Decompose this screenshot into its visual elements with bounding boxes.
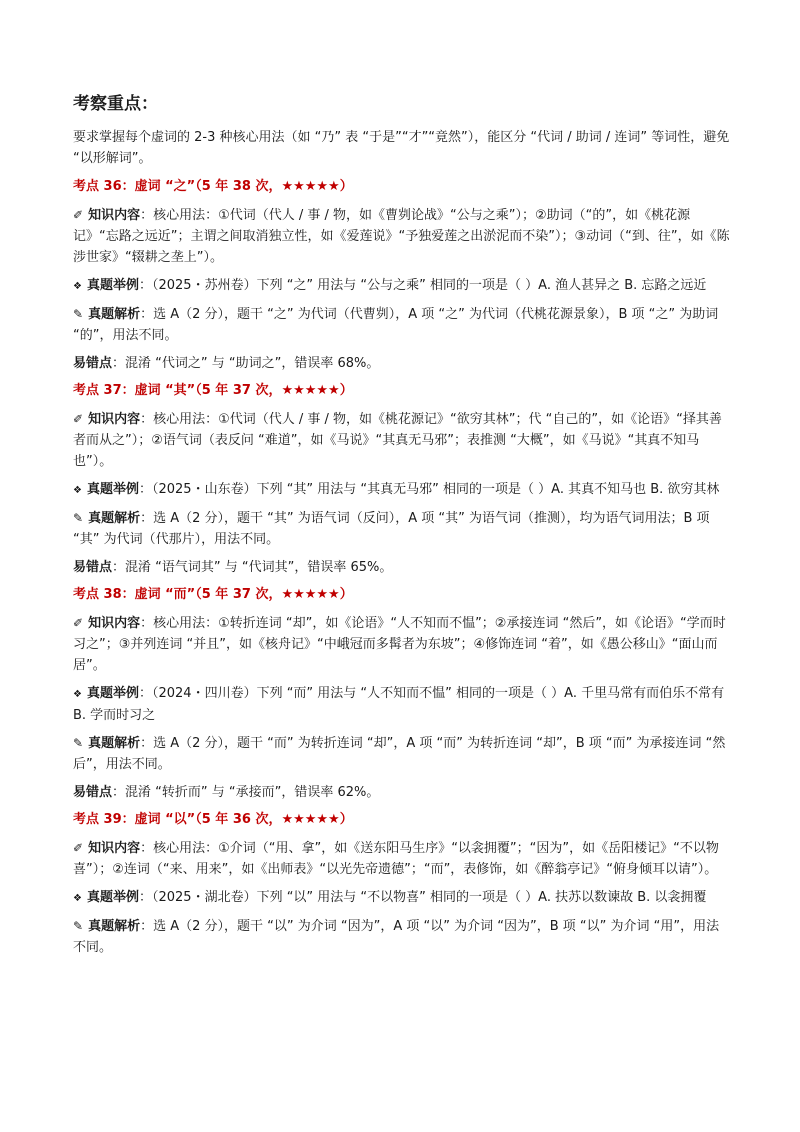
exam-point-error xyxy=(73,782,730,803)
analysis-label: 真题解析 xyxy=(88,919,141,934)
example-text: ：（2024・四川卷）下列 “而” 用法与 “人不知而不愠” 相同的一项是（ ）A. 千里马常有而伯乐不常有 B. 学而时习之 xyxy=(73,686,725,723)
exam-point-knowledge xyxy=(73,613,730,676)
knowledge-text: ：核心用法：①代词（代人 / 事 / 物，如《桃花源记》“欲穷其林”；代 “自己的”，如《论语》“择其善者而从之”）；②语气词（表反问 “难道”，如《马说》“其真无马邪”；表推测 “大概”，如《马说》“其真不知马也”）。 xyxy=(73,412,722,469)
section-heading: 考察重点： xyxy=(73,94,158,114)
exam-point xyxy=(73,810,730,958)
pencil-icon: ✐ xyxy=(73,412,84,426)
intro-paragraph: 要求掌握每个虚词的 2-3 种核心用法（如 “乃” 表 “于是”“才”“竟然”），能区分 “代词 / 助词 / 连词” 等词性，避免 “以形解词”。 xyxy=(73,130,730,166)
analysis-text: ：选 A（2 分），题干 “而” 为转折连词 “却”，A 项 “而” 为转折连词 “却”，B 项 “而” 为承接连词 “然后”，用法不同。 xyxy=(73,736,726,772)
knowledge-label: 知识内容 xyxy=(88,616,141,631)
analysis-label: 真题解析 xyxy=(88,511,141,526)
example-label: 真题举例 xyxy=(86,278,139,293)
pen-icon: ✎ xyxy=(73,919,84,933)
example-text: ：（2025・苏州卷）下列 “之” 用法与 “公与之乘” 相同的一项是（ ）A. 渔人甚异之 B. 忘路之远近 xyxy=(138,278,707,293)
pen-icon: ✎ xyxy=(73,736,84,750)
pen-icon: ✎ xyxy=(73,307,84,321)
error-label: 易错点 xyxy=(73,356,113,371)
exam-point-title: 考点 36：虚词 “之”（5 年 38 次，★★★★★） xyxy=(73,179,353,194)
diamond-icon: ❖ xyxy=(73,689,82,700)
exam-point-example xyxy=(73,887,730,909)
exam-point-error xyxy=(73,557,730,578)
exam-point-example xyxy=(73,479,730,501)
exam-point-analysis xyxy=(73,916,730,958)
error-text: ：混淆 “转折而” 与 “承接而”，错误率 62%。 xyxy=(112,785,380,800)
exam-point xyxy=(73,585,730,803)
exam-point-title: 考点 39：虚词 “以”（5 年 36 次，★★★★★） xyxy=(73,812,353,827)
analysis-label: 真题解析 xyxy=(88,307,141,322)
error-text: ：混淆 “语气词其” 与 “代词其”，错误率 65%。 xyxy=(112,560,393,575)
knowledge-text: ：核心用法：①转折连词 “却”，如《论语》“人不知而不愠”；②承接连词 “然后”，如《论语》“学而时习之”；③并列连词 “并且”，如《核舟记》“中峨冠而多髯者为东坡”；④修饰连词 “着”，如《愚公移山》“面山而居”。 xyxy=(73,616,726,673)
analysis-text: ：选 A（2 分），题干 “以” 为介词 “因为”，A 项 “以” 为介词 “因为”，B 项 “以” 为介词 “用”，用法不同。 xyxy=(73,919,720,955)
error-label: 易错点 xyxy=(73,560,113,575)
exam-point-knowledge xyxy=(73,838,730,880)
exam-point xyxy=(73,381,730,578)
exam-point-knowledge xyxy=(73,205,730,268)
exam-points-list xyxy=(73,177,730,958)
exam-point-knowledge xyxy=(73,409,730,472)
knowledge-label: 知识内容 xyxy=(88,841,141,856)
pen-icon: ✎ xyxy=(73,511,84,525)
analysis-label: 真题解析 xyxy=(88,736,141,751)
exam-point-analysis xyxy=(73,508,730,550)
exam-point-example xyxy=(73,683,730,726)
exam-point-title: 考点 38：虚词 “而”（5 年 37 次，★★★★★） xyxy=(73,587,353,602)
analysis-text: ：选 A（2 分），题干 “其” 为语气词（反问），A 项 “其” 为语气词（推测），均为语气词用法；B 项 “其” 为代词（代那片），用法不同。 xyxy=(73,511,710,547)
error-label: 易错点 xyxy=(73,785,113,800)
exam-point-analysis xyxy=(73,304,730,346)
pencil-icon: ✐ xyxy=(73,841,84,855)
diamond-icon: ❖ xyxy=(73,485,82,496)
knowledge-text: ：核心用法：①代词（代人 / 事 / 物，如《曹刿论战》“公与之乘”）；②助词（“的”，如《桃花源记》“忘路之远近”；主谓之间取消独立性，如《爱莲说》“予独爱莲之出淤泥而不染”）；③动词（“到、往”，如《陈涉世家》“辍耕之垄上”）。 xyxy=(73,208,730,265)
knowledge-label: 知识内容 xyxy=(88,208,141,223)
example-label: 真题举例 xyxy=(86,686,139,701)
example-text: ：（2025・山东卷）下列 “其” 用法与 “其真无马邪” 相同的一项是（ ）A. 其真不知马也 B. 欲穷其林 xyxy=(138,482,720,497)
example-label: 真题举例 xyxy=(86,890,139,905)
exam-point-example xyxy=(73,275,730,297)
diamond-icon: ❖ xyxy=(73,893,82,904)
diamond-icon: ❖ xyxy=(73,281,82,292)
exam-point-analysis xyxy=(73,733,730,775)
error-text: ：混淆 “代词之” 与 “助词之”，错误率 68%。 xyxy=(112,356,380,371)
exam-point-error xyxy=(73,353,730,374)
example-label: 真题举例 xyxy=(86,482,139,497)
knowledge-label: 知识内容 xyxy=(88,412,141,427)
exam-point xyxy=(73,177,730,374)
pencil-icon: ✐ xyxy=(73,616,84,630)
analysis-text: ：选 A（2 分），题干 “之” 为代词（代曹刿），A 项 “之” 为代词（代桃花源景象），B 项 “之” 为助词 “的”，用法不同。 xyxy=(73,307,719,343)
pencil-icon: ✐ xyxy=(73,208,84,222)
exam-point-title: 考点 37：虚词 “其”（5 年 37 次，★★★★★） xyxy=(73,383,353,398)
example-text: ：（2025・湖北卷）下列 “以” 用法与 “不以物喜” 相同的一项是（ ）A. 扶苏以数谏故 B. 以衾拥覆 xyxy=(138,890,707,905)
knowledge-text: ：核心用法：①介词（“用、拿”，如《送东阳马生序》“以衾拥覆”；“因为”，如《岳阳楼记》“不以物喜”）；②连词（“来、用来”，如《出师表》“以光先帝遗德”；“而”，表修饰，如《醉翁亭记》“俯身倾耳以请”）。 xyxy=(73,841,719,877)
